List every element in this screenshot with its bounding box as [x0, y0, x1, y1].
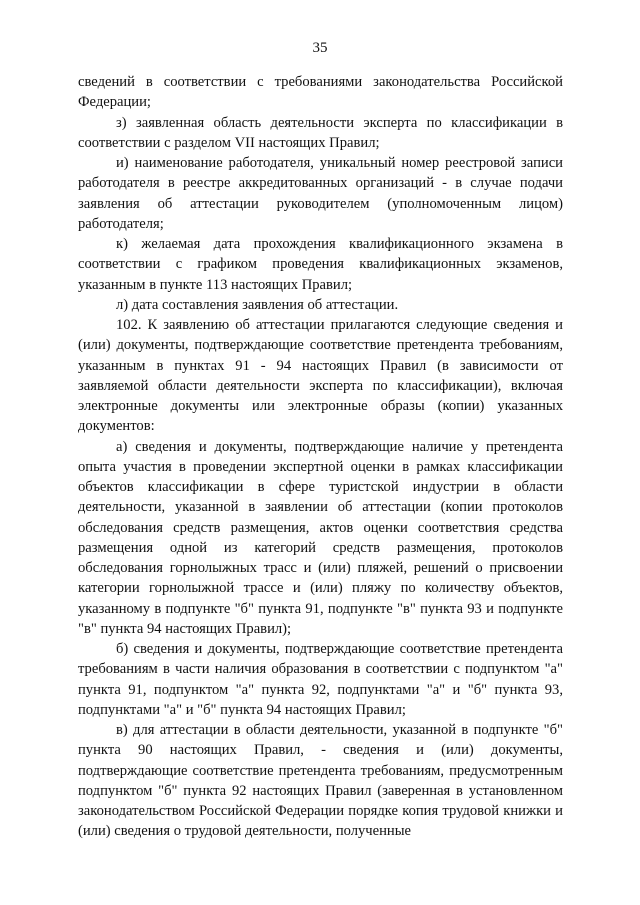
paragraph-item-v: в) для аттестации в области деятельности, указанной в подпункте "б" пункта 90 настоящих Правил, - сведения и (или) документы, подтверждающие соответствие претендента требованиям, предусмотренным подпунктом "б" пункта 92 настоящих Правил (заверенная в установленном законодательством Российской Федерации порядке копия трудовой книжки и (или) сведения о трудовой деятельности, полученные	[78, 722, 563, 840]
page-number: 35	[312, 40, 328, 56]
paragraph-item-i: и) наименование работодателя, уникальный номер реестровой записи работодателя в реестре аккредитованных организаций - в случае подачи заявления об аттестации руководителем (уполномоченным лицом) работодателя;	[78, 155, 563, 232]
paragraph-continuation: сведений в соответствии с требованиями законодательства Российской Федерации;	[78, 74, 563, 111]
paragraph-item-k: к) желаемая дата прохождения квалификационного экзамена в соответствии с графиком проведения квалификационных экзаменов, указанным в пункте 113 настоящих Правил;	[78, 236, 563, 293]
paragraph-item-b: б) сведения и документы, подтверждающие соответствие претендента требованиям в части наличия образования в соответствии с подпунктом "а" пункта 91, подпунктом "а" пункта 92, подпунктами "а" и "б" пункта 93, подпунктами "а" и "б" пункта 94 настоящих Правил;	[78, 641, 563, 718]
paragraph-item-l: л) дата составления заявления об аттестации.	[116, 296, 399, 313]
paragraph-item-a: а) сведения и документы, подтверждающие наличие у претендента опыта участия в проведении экспертной оценки в рамках классификации объектов классификации в сфере туристской индустрии в области деятельности, указанной в заявлении об аттестации (копии протоколов обследования средств размещения, актов оценки соответствия средства размещения одной из категорий средств размещения, протоколов обследования горнолыжных трасс и (или) пляжей, решений о присвоении категории горнолыжной трассе и (или) пляжу по количеству объектов, указанному в подпункте "б" пункта 91, подпункте "в" пункта 93 и подпункте "в" пункта 94 настоящих Правил);	[78, 438, 563, 637]
document-body	[78, 72, 563, 842]
paragraph-item-z: з) заявленная область деятельности эксперта по классификации в соответствии с разделом VII настоящих Правил;	[78, 114, 563, 151]
paragraph-clause-102: 102. К заявлению об аттестации прилагаются следующие сведения и (или) документы, подтверждающие соответствие претендента требованиям, указанным в пунктах 91 - 94 настоящих Правил (в зависимости от заявляемой области деятельности эксперта по классификации), включая электронные документы или электронные образы (копии) указанных документов:	[78, 317, 563, 435]
